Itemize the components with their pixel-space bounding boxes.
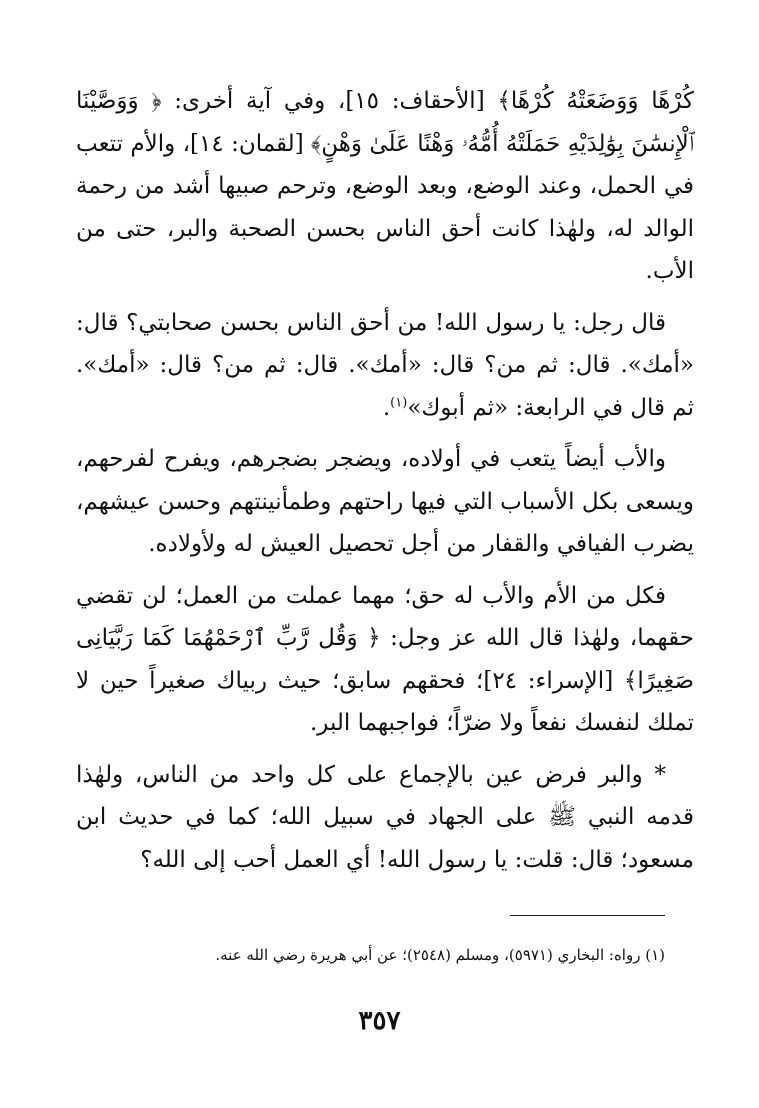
paragraph-5: * والبر فرض عين بالإجماع على كل واحد من الناس، ولهٰذا قدمه النبي ﷺ على الجهاد في سبيل الله؛ كما في حديث ابن مسعود؛ قال: قلت: يا رسول الله! أي العمل أحب إلى الله؟: [76, 761, 694, 873]
footnote: (١) رواه: البخاري (٥٩٧١)، ومسلم (٢٥٤٨)؛ عن أبي هريرة رضي الله عنه.: [215, 946, 665, 964]
paragraph-2-text: قال رجل: يا رسول الله! من أحق الناس بحسن صحابتي؟ قال: «أمك». قال: ثم من؟ قال: «أمك». قال: ثم من؟ قال: «أمك». ثم قال في الرابعة: «ثم أبوك»: [76, 309, 694, 421]
paragraph-3: والأب أيضاً يتعب في أولاده، ويضجر بضجرهم، ويفرح لفرحهم، ويسعى بكل الأسباب التي فيها راحتهم وطمأنينتهم وحسن عيشهم، يضرب الفيافي والقفار من أجل تحصيل العيش له ولأولاده.: [75, 446, 694, 557]
footnote-divider: [510, 915, 665, 916]
page-number: ٣٥٧: [358, 1006, 401, 1036]
main-text: [76, 80, 694, 890]
paragraph-4: فكل من الأم والأب له حق؛ مهما عملت من العمل؛ لن تقضي حقهما، ولهٰذا قال الله عز وجل: ﴿ وَقُل رَّبِّ ٱرْحَمْهُمَا كَمَا رَبَّيَانِى صَغِيرًا﴾ [الإسراء: ٢٤]؛ فحقهم سابق؛ حيث ربياك صغيراً حين لا تملك لنفسك نفعاً ولا ضرّاً؛ فواجبهما البر.: [76, 582, 694, 736]
paragraph-2-end: .: [382, 394, 391, 421]
paragraph-2: [76, 302, 694, 430]
footnote-reference: (١): [390, 394, 408, 410]
paragraph-1: كُرْهًا وَوَضَعَتْهُ كُرْهًا﴾ [الأحقاف: ١٥]، وفي آية أخرى: ﴿ وَوَصَّيْنَا ٱلْإِنسَٰنَ بِوَٰلِدَيْهِ حَمَلَتْهُ أُمُّهُۥ وَهْنًا عَلَىٰ وَهْنٍ﴾ [لقمان: ١٤]، والأم تتعب في الحمل، وعند الوضع، وبعد الوضع، وترحم صبيها أشد من رحمة الوالد له، ولهٰذا كانت أحق الناس بحسن الصحبة والبر، حتى من الأب.: [76, 88, 694, 284]
